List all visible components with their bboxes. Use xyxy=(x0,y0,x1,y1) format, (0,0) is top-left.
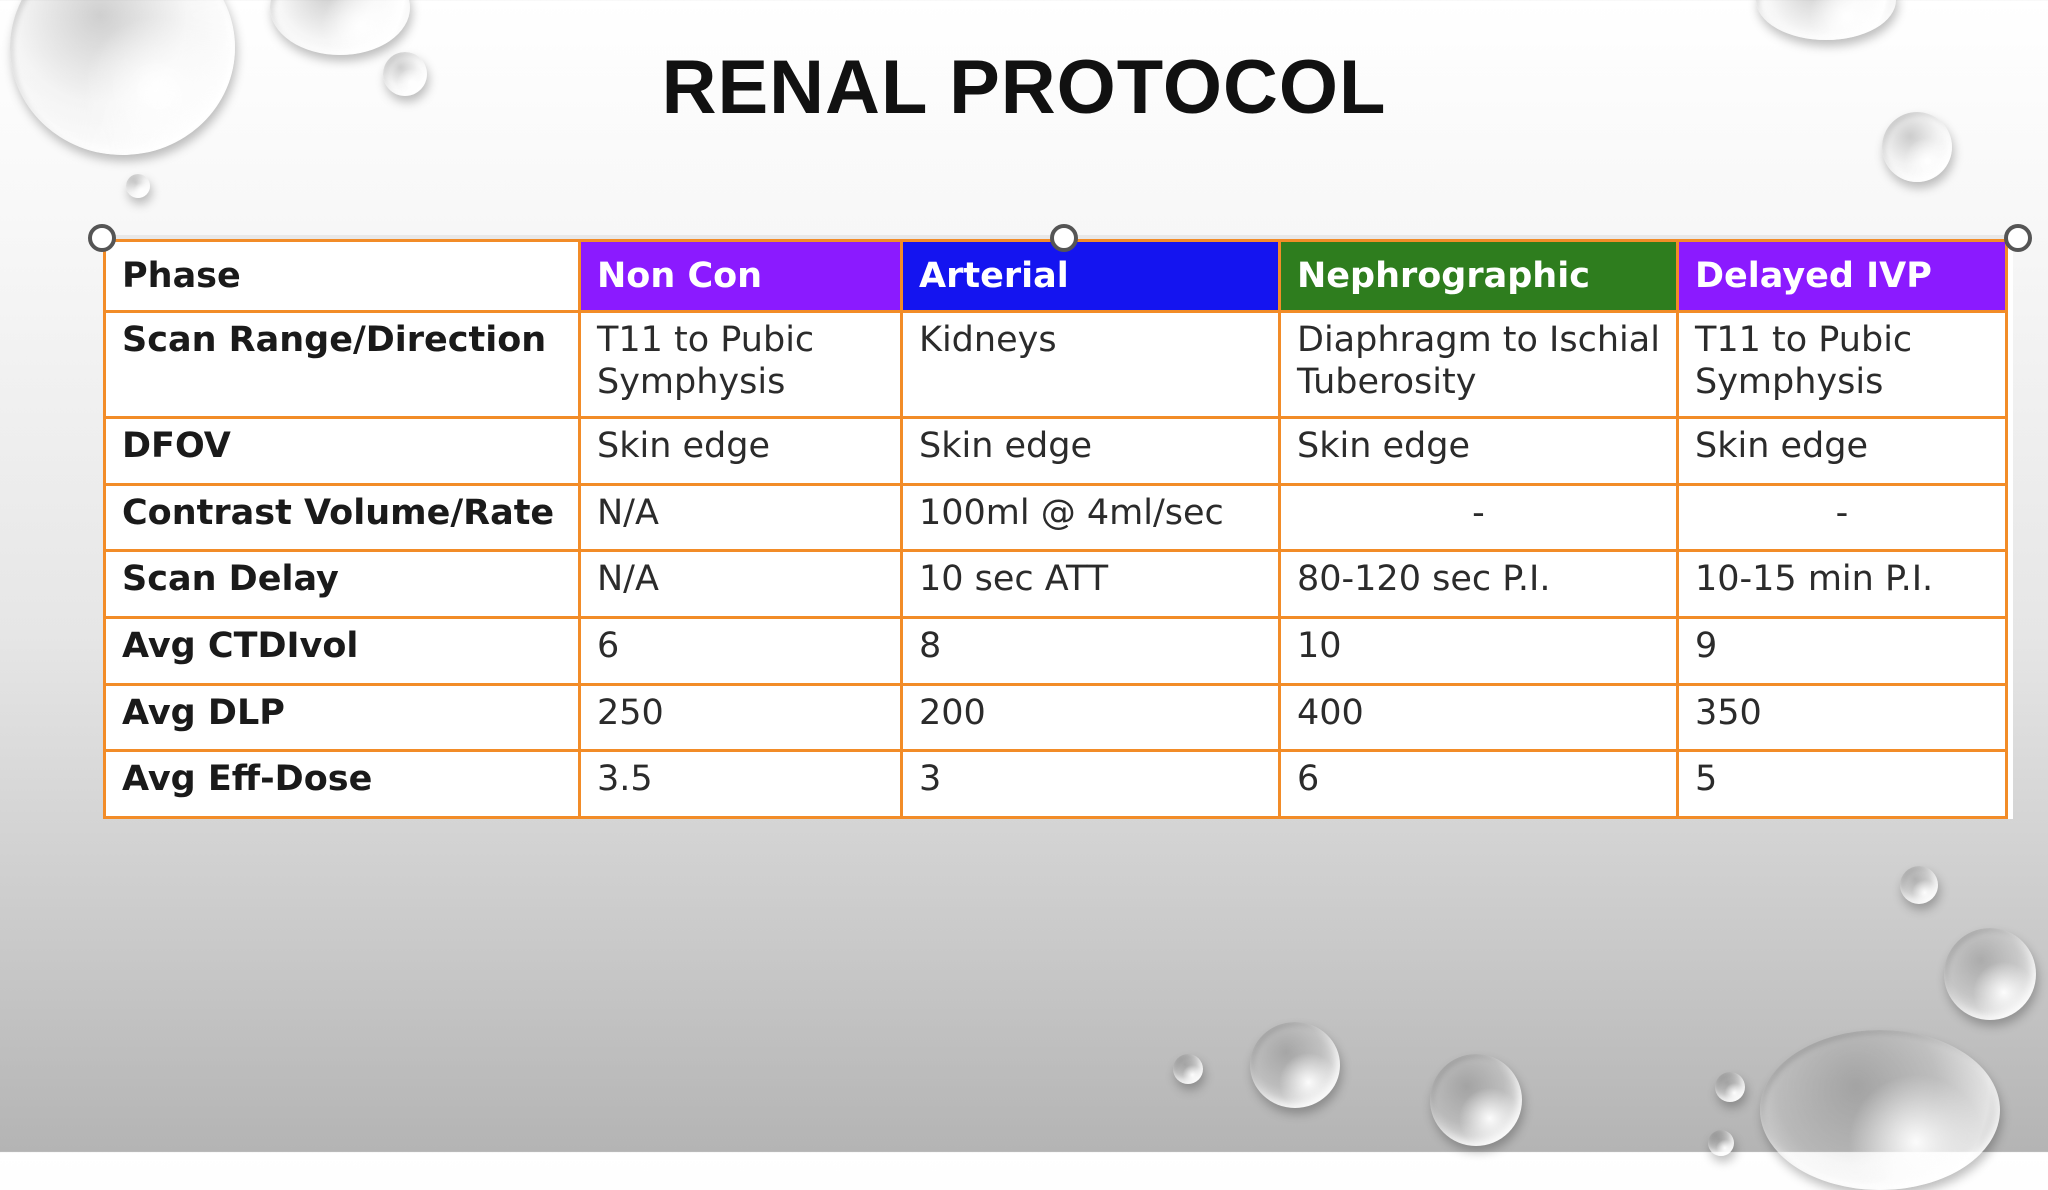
water-droplet-icon xyxy=(1900,866,1938,904)
water-droplet-icon xyxy=(1944,928,2036,1020)
table-cell: Skin edge xyxy=(902,418,1280,485)
phase-header-nephrographic: Nephrographic xyxy=(1280,241,1678,312)
table-cell: - xyxy=(1280,484,1678,551)
table-cell: N/A xyxy=(580,484,902,551)
water-droplet-icon xyxy=(1715,1072,1745,1102)
water-droplet-icon xyxy=(1173,1054,1203,1084)
table-cell: T11 to Pubic Symphysis xyxy=(580,312,902,418)
table-row xyxy=(105,551,2007,618)
row-label: DFOV xyxy=(105,418,580,485)
table-cell: 6 xyxy=(1280,751,1678,818)
table-cell: 200 xyxy=(902,684,1280,751)
row-label: Scan Delay xyxy=(105,551,580,618)
row-label: Avg DLP xyxy=(105,684,580,751)
table-cell: Kidneys xyxy=(902,312,1280,418)
water-droplet-icon xyxy=(1756,0,1896,40)
table-row xyxy=(105,617,2007,684)
table-row xyxy=(105,751,2007,818)
table-cell: 9 xyxy=(1678,617,2007,684)
phase-header-delayed-ivp: Delayed IVP xyxy=(1678,241,2007,312)
table-cell: 10-15 min P.I. xyxy=(1678,551,2007,618)
water-droplet-icon xyxy=(1250,1022,1340,1108)
table-cell: Skin edge xyxy=(580,418,902,485)
table-cell: Skin edge xyxy=(1678,418,2007,485)
table-cell: Diaphragm to Ischial Tuberosity xyxy=(1280,312,1678,418)
table-cell: 3.5 xyxy=(580,751,902,818)
phase-header-arterial: Arterial xyxy=(902,241,1280,312)
table-cell: 250 xyxy=(580,684,902,751)
water-droplet-icon xyxy=(1430,1054,1522,1146)
table-cell: 100ml @ 4ml/sec xyxy=(902,484,1280,551)
row-label: Avg CTDIvol xyxy=(105,617,580,684)
table-cell: 6 xyxy=(580,617,902,684)
water-droplet-icon xyxy=(1760,1030,2000,1190)
resize-handle-top-center[interactable] xyxy=(1050,224,1078,252)
table-header-row xyxy=(105,241,2007,312)
water-droplet-icon xyxy=(126,174,150,198)
table-cell: Skin edge xyxy=(1280,418,1678,485)
table-cell: T11 to Pubic Symphysis xyxy=(1678,312,2007,418)
table-row xyxy=(105,684,2007,751)
row-label: Scan Range/Direction xyxy=(105,312,580,418)
table-cell: 10 xyxy=(1280,617,1678,684)
phase-header: Phase xyxy=(105,241,580,312)
table-cell: 8 xyxy=(902,617,1280,684)
table-cell: - xyxy=(1678,484,2007,551)
resize-handle-top-right[interactable] xyxy=(2004,224,2032,252)
table-cell: N/A xyxy=(580,551,902,618)
water-droplet-icon xyxy=(1708,1130,1734,1156)
table-cell: 350 xyxy=(1678,684,2007,751)
table-row xyxy=(105,418,2007,485)
table-row xyxy=(105,312,2007,418)
resize-handle-top-left[interactable] xyxy=(88,224,116,252)
table-row xyxy=(105,484,2007,551)
table-cell: 10 sec ATT xyxy=(902,551,1280,618)
slide-title-text: RENAL PROTOCOL xyxy=(661,45,1387,130)
table-cell: 400 xyxy=(1280,684,1678,751)
row-label: Contrast Volume/Rate xyxy=(105,484,580,551)
table-cell: 3 xyxy=(902,751,1280,818)
table-cell: 5 xyxy=(1678,751,2007,818)
slide-title xyxy=(0,44,2048,131)
phase-header-non-con: Non Con xyxy=(580,241,902,312)
row-label: Avg Eff-Dose xyxy=(105,751,580,818)
renal-protocol-table xyxy=(103,239,2008,819)
table-cell: 80-120 sec P.I. xyxy=(1280,551,1678,618)
